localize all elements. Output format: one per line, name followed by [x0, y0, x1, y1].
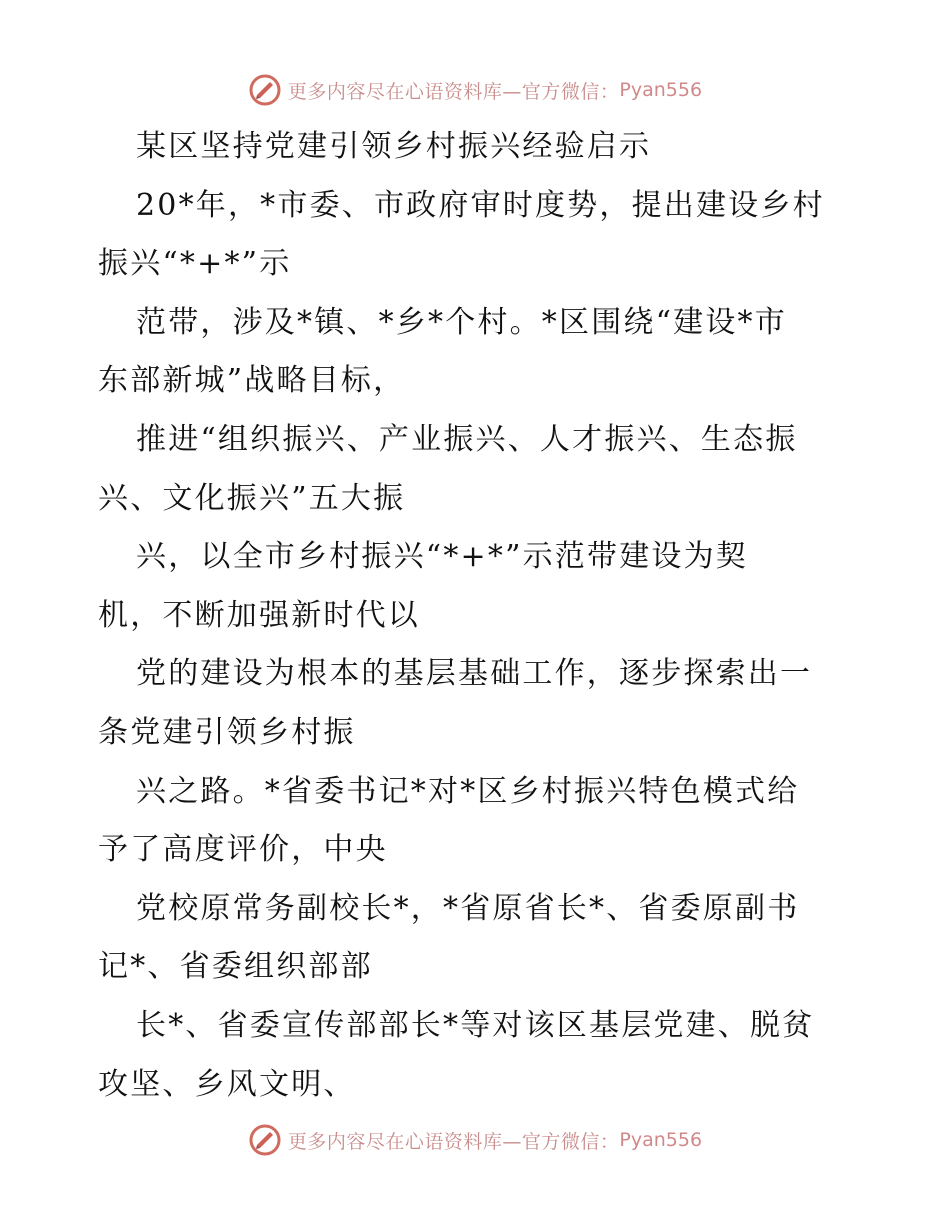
text-line: 记*、省委组织部部 [98, 949, 373, 985]
text-line: 某区坚持党建引领乡村振兴经验启示 [136, 129, 652, 164]
text-line: 机，不断加强新时代以 [98, 597, 420, 633]
text-line: 20*年，*市委、市政府审时度势，提出建设乡村 [136, 187, 825, 223]
text-line: 党的建设为根本的基层基础工作，逐步探索出一 [136, 656, 813, 692]
text-line: 振兴“*+*”示 [98, 246, 292, 282]
text-line: 范带，涉及*镇、*乡*个村。*区围绕“建设*市 [136, 304, 787, 340]
text-line: 条党建引领乡村振 [98, 714, 356, 750]
document-body [98, 118, 858, 1114]
watermark-header [0, 70, 950, 110]
watermark-brand: Pyan556 [619, 79, 703, 101]
text-line: 兴、文化振兴”五大振 [98, 480, 406, 516]
text-line: 东部新城”战略目标， [98, 363, 406, 399]
text-line: 推进“组织振兴、产业振兴、人才振兴、生态振 [136, 421, 798, 457]
text-line: 党校原常务副校长*，*省原省长*、省委原副书 [136, 890, 800, 926]
watermark-text: 更多内容尽在心语资料库—官方微信： [287, 80, 620, 103]
watermark-footer [0, 1120, 950, 1160]
text-line: 长*、省委宣传部部长*等对该区基层党建、脱贫 [136, 1007, 815, 1043]
text-line: 兴，以全市乡村振兴“*+*”示范带建设为契 [136, 539, 749, 575]
logo-icon [248, 73, 282, 107]
watermark-brand: Pyan556 [619, 1129, 703, 1151]
logo-icon [248, 1123, 282, 1157]
text-line: 攻坚、乡风文明、 [98, 1066, 356, 1102]
text-line: 予了高度评价，中央 [98, 832, 388, 868]
text-line: 兴之路。*省委书记*对*区乡村振兴特色模式给 [136, 773, 800, 809]
watermark-text: 更多内容尽在心语资料库—官方微信： [287, 1130, 620, 1153]
